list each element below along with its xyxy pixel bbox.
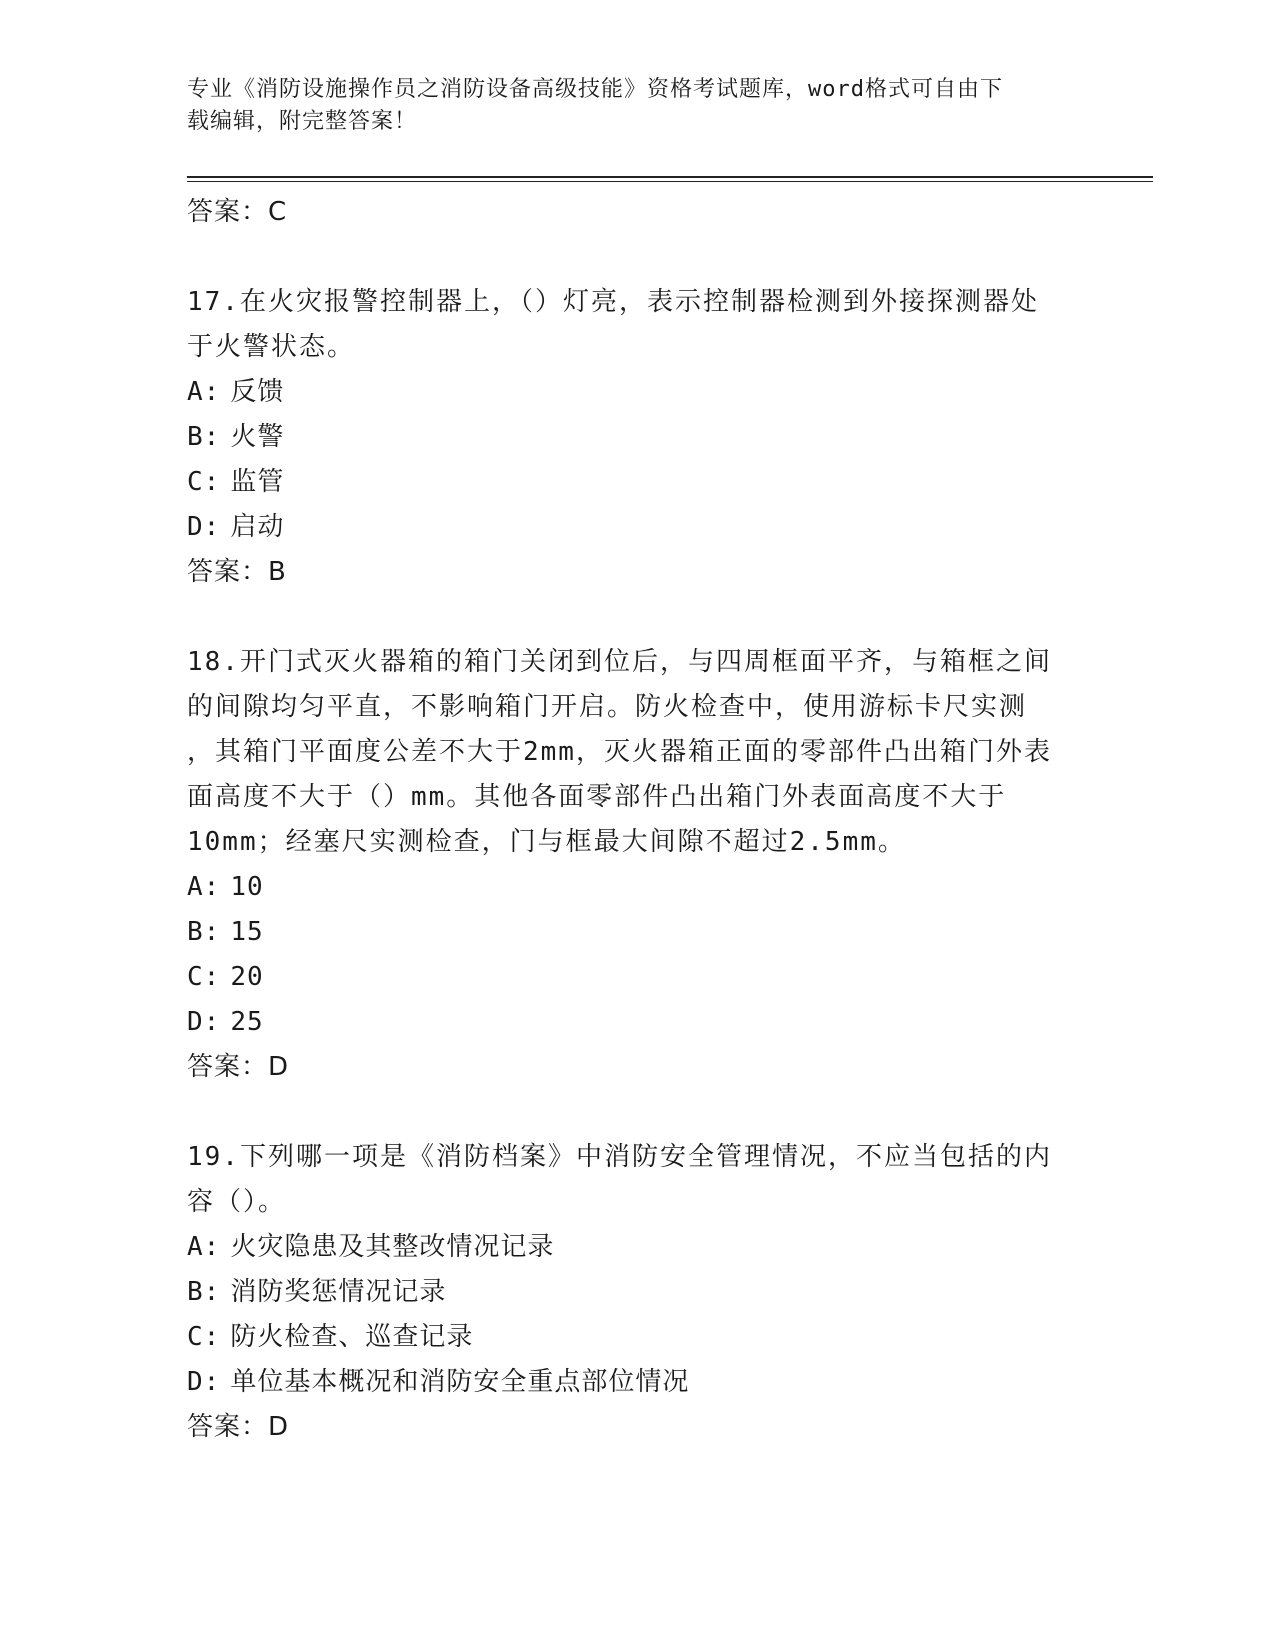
- question-18: [187, 640, 1087, 1089]
- stem-line: 容（）。: [187, 1187, 287, 1217]
- stem-line: 面高度不大于（）mm。其他各面零部件凸出箱门外表面高度不大于: [187, 782, 1007, 812]
- question-stem: [187, 280, 1087, 370]
- option-text: 监管: [230, 467, 285, 497]
- header-line-2: 载编辑，附完整答案！: [187, 109, 418, 134]
- option-text: 反馈: [230, 377, 285, 407]
- option-b: B: 火警: [187, 415, 1087, 460]
- header-rule-thick: [187, 176, 1153, 178]
- stem-line: 的间隙均匀平直，不影响箱门开启。防火检查中，使用游标卡尺实测: [187, 692, 1028, 722]
- option-d: D: 启动: [187, 505, 1087, 550]
- option-letter: C: [187, 1322, 204, 1352]
- option-text: 防火检查、巡查记录: [230, 1322, 474, 1352]
- stem-line: 10mm；经塞尺实测检查，门与框最大间隙不超过2.5mm。: [187, 827, 906, 857]
- option-c: C: 监管: [187, 460, 1087, 505]
- stem-line: ，其箱门平面度公差不大于2mm，灭火器箱正面的零部件凸出箱门外表: [187, 737, 1052, 767]
- option-text: 启动: [230, 512, 285, 542]
- stem-line: 17.在火灾报警控制器上，（）灯亮，表示控制器检测到外接探测器处: [187, 287, 1039, 317]
- option-c: C: 20: [187, 955, 1087, 1000]
- option-text: 火灾隐患及其整改情况记录: [230, 1232, 555, 1262]
- option-c: C: 防火检查、巡查记录: [187, 1315, 1087, 1360]
- option-letter: B: [187, 422, 204, 452]
- option-letter: C: [187, 467, 204, 497]
- option-text: 25: [230, 1007, 264, 1037]
- stem-line: 19.下列哪一项是《消防档案》中消防安全管理情况，不应当包括的内: [187, 1142, 1052, 1172]
- option-text: 消防奖惩情况记录: [230, 1277, 447, 1307]
- stem-line: 18.开门式灭火器箱的箱门关闭到位后，与四周框面平齐，与箱框之间: [187, 647, 1052, 677]
- question-answer: 答案：D: [187, 1412, 290, 1442]
- option-letter: B: [187, 917, 204, 947]
- option-d: D: 单位基本概况和消防安全重点部位情况: [187, 1360, 1087, 1405]
- option-letter: D: [187, 512, 204, 542]
- option-b: B: 消防奖惩情况记录: [187, 1270, 1087, 1315]
- previous-answer: 答案：C: [187, 197, 288, 227]
- question-stem: [187, 640, 1087, 865]
- stem-line: 于火警状态。: [187, 332, 356, 362]
- option-text: 单位基本概况和消防安全重点部位情况: [230, 1367, 690, 1397]
- option-d: D: 25: [187, 1000, 1087, 1045]
- option-a: A: 火灾隐患及其整改情况记录: [187, 1225, 1087, 1270]
- page-header: [187, 74, 1087, 138]
- question-list: [187, 190, 1087, 1449]
- question-stem: [187, 1135, 1087, 1225]
- option-letter: B: [187, 1277, 204, 1307]
- option-text: 15: [230, 917, 264, 947]
- question-answer: 答案：D: [187, 1052, 290, 1082]
- option-text: 10: [230, 872, 264, 902]
- question-19: [187, 1135, 1087, 1449]
- option-a: A: 反馈: [187, 370, 1087, 415]
- question-17: [187, 280, 1087, 594]
- header-rule-thin: [187, 181, 1153, 182]
- option-letter: A: [187, 872, 204, 902]
- option-letter: A: [187, 1232, 204, 1262]
- option-b: B: 15: [187, 910, 1087, 955]
- header-line-1: 专业《消防设施操作员之消防设备高级技能》资格考试题库，word格式可自由下: [187, 77, 1003, 102]
- option-a: A: 10: [187, 865, 1087, 910]
- option-text: 20: [230, 962, 264, 992]
- option-text: 火警: [230, 422, 285, 452]
- option-letter: C: [187, 962, 204, 992]
- option-letter: D: [187, 1367, 204, 1397]
- question-answer: 答案：B: [187, 557, 287, 587]
- option-letter: D: [187, 1007, 204, 1037]
- option-letter: A: [187, 377, 204, 407]
